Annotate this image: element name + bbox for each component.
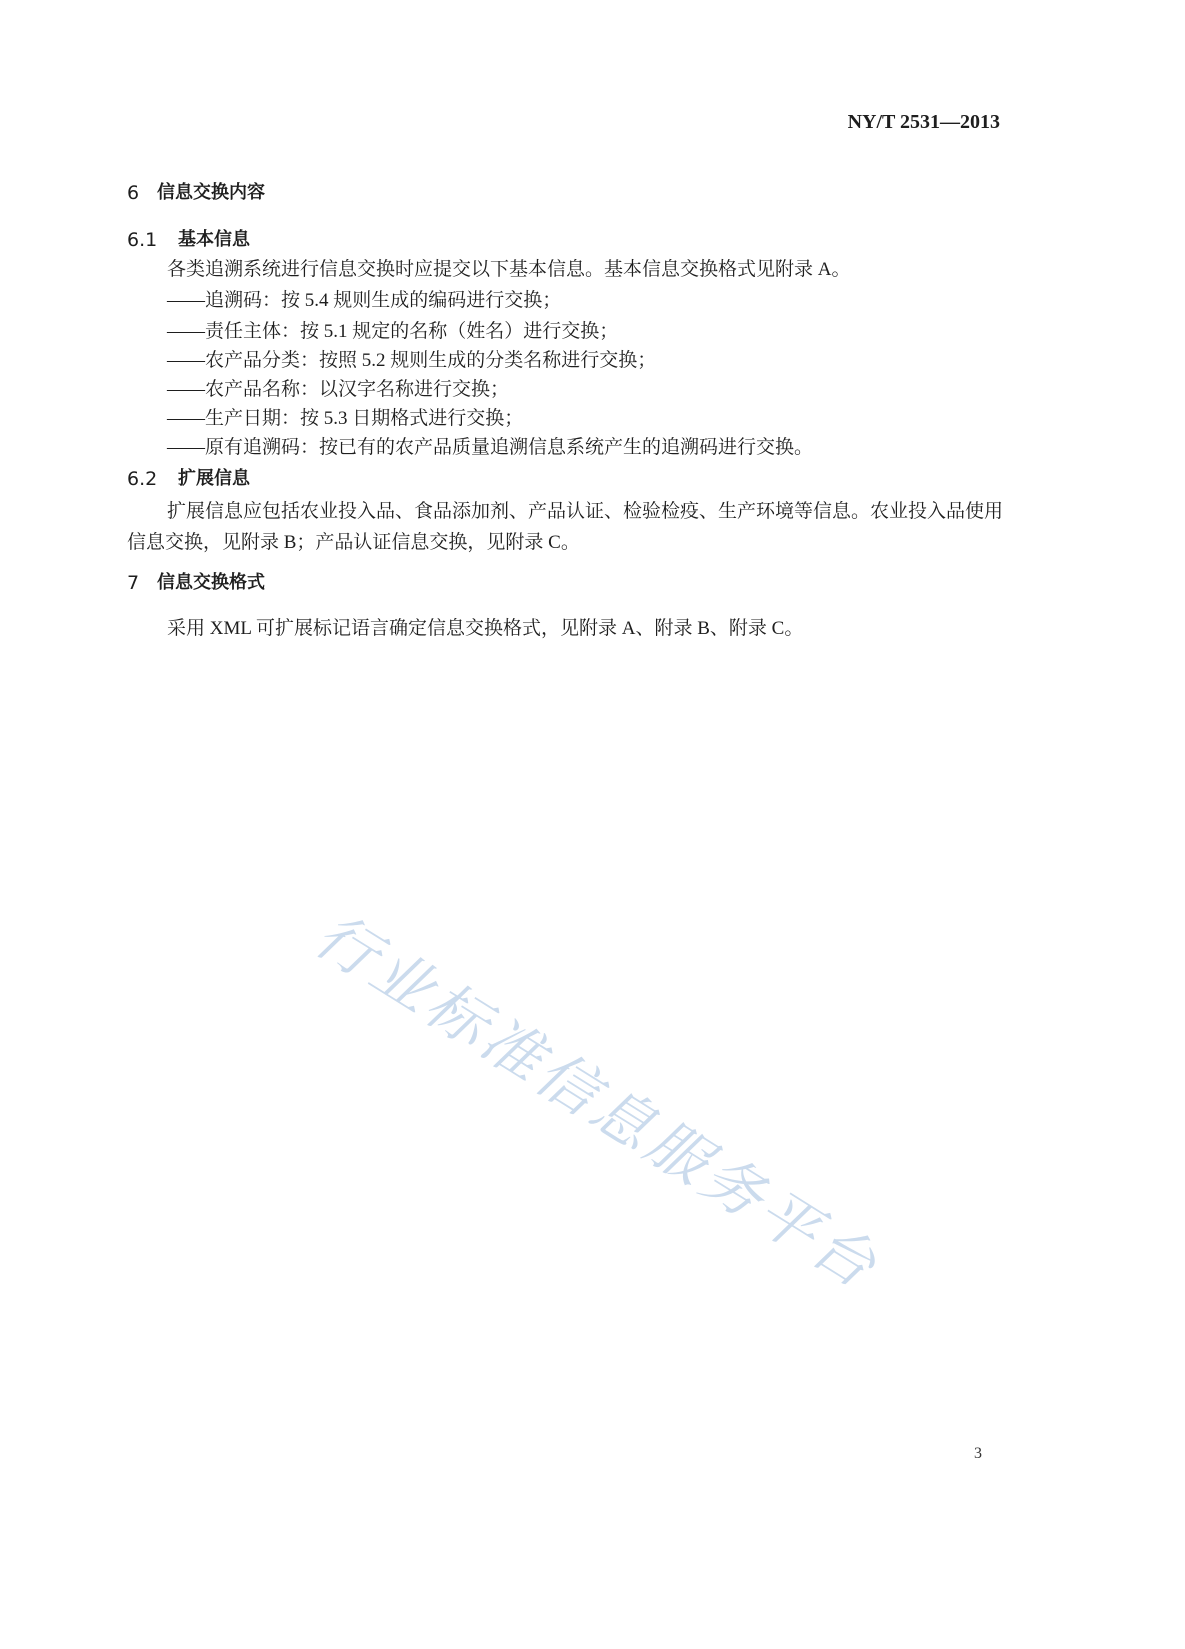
section-6-2-title: 扩展信息 — [178, 468, 250, 489]
section-6-2-paragraph-line: 信息交换，见附录 B；产品认证信息交换，见附录 C。 — [127, 532, 580, 553]
section-6-1-intro: 各类追溯系统进行信息交换时应提交以下基本信息。基本信息交换格式见附录 A。 — [167, 259, 851, 280]
standard-number-header: NY/T 2531—2013 — [847, 111, 1000, 133]
list-item-product-name: ——农产品名称：以汉字名称进行交换； — [167, 379, 510, 400]
section-7-paragraph: 采用 XML 可扩展标记语言确定信息交换格式，见附录 A、附录 B、附录 C。 — [167, 618, 804, 639]
list-item-product-category: ——农产品分类：按照 5.2 规则生成的分类名称进行交换； — [167, 350, 657, 371]
section-6-2-paragraph-line: 扩展信息应包括农业投入品、食品添加剂、产品认证、检验检疫、生产环境等信息。农业投入品使用 — [167, 501, 1004, 522]
section-6-1-number: 6.1 — [127, 229, 158, 251]
watermark: 行业标准信息服务平台 — [302, 900, 892, 1304]
section-6-2-number: 6.2 — [127, 468, 158, 490]
section-7-title: 信息交换格式 — [157, 572, 265, 593]
list-item-original-trace-code: ——原有追溯码：按已有的农产品质量追溯信息系统产生的追溯码进行交换。 — [167, 437, 814, 458]
page-number: 3 — [974, 1445, 982, 1462]
section-6-1-title: 基本信息 — [178, 229, 250, 250]
list-item-production-date: ——生产日期：按 5.3 日期格式进行交换； — [167, 408, 524, 429]
list-item-responsible-party: ——责任主体：按 5.1 规定的名称（姓名）进行交换； — [167, 321, 619, 342]
section-6-number: 6 — [127, 182, 140, 204]
list-item-trace-code: ——追溯码：按 5.4 规则生成的编码进行交换； — [167, 290, 562, 311]
section-7-number: 7 — [127, 572, 140, 594]
section-6-title: 信息交换内容 — [157, 182, 265, 203]
